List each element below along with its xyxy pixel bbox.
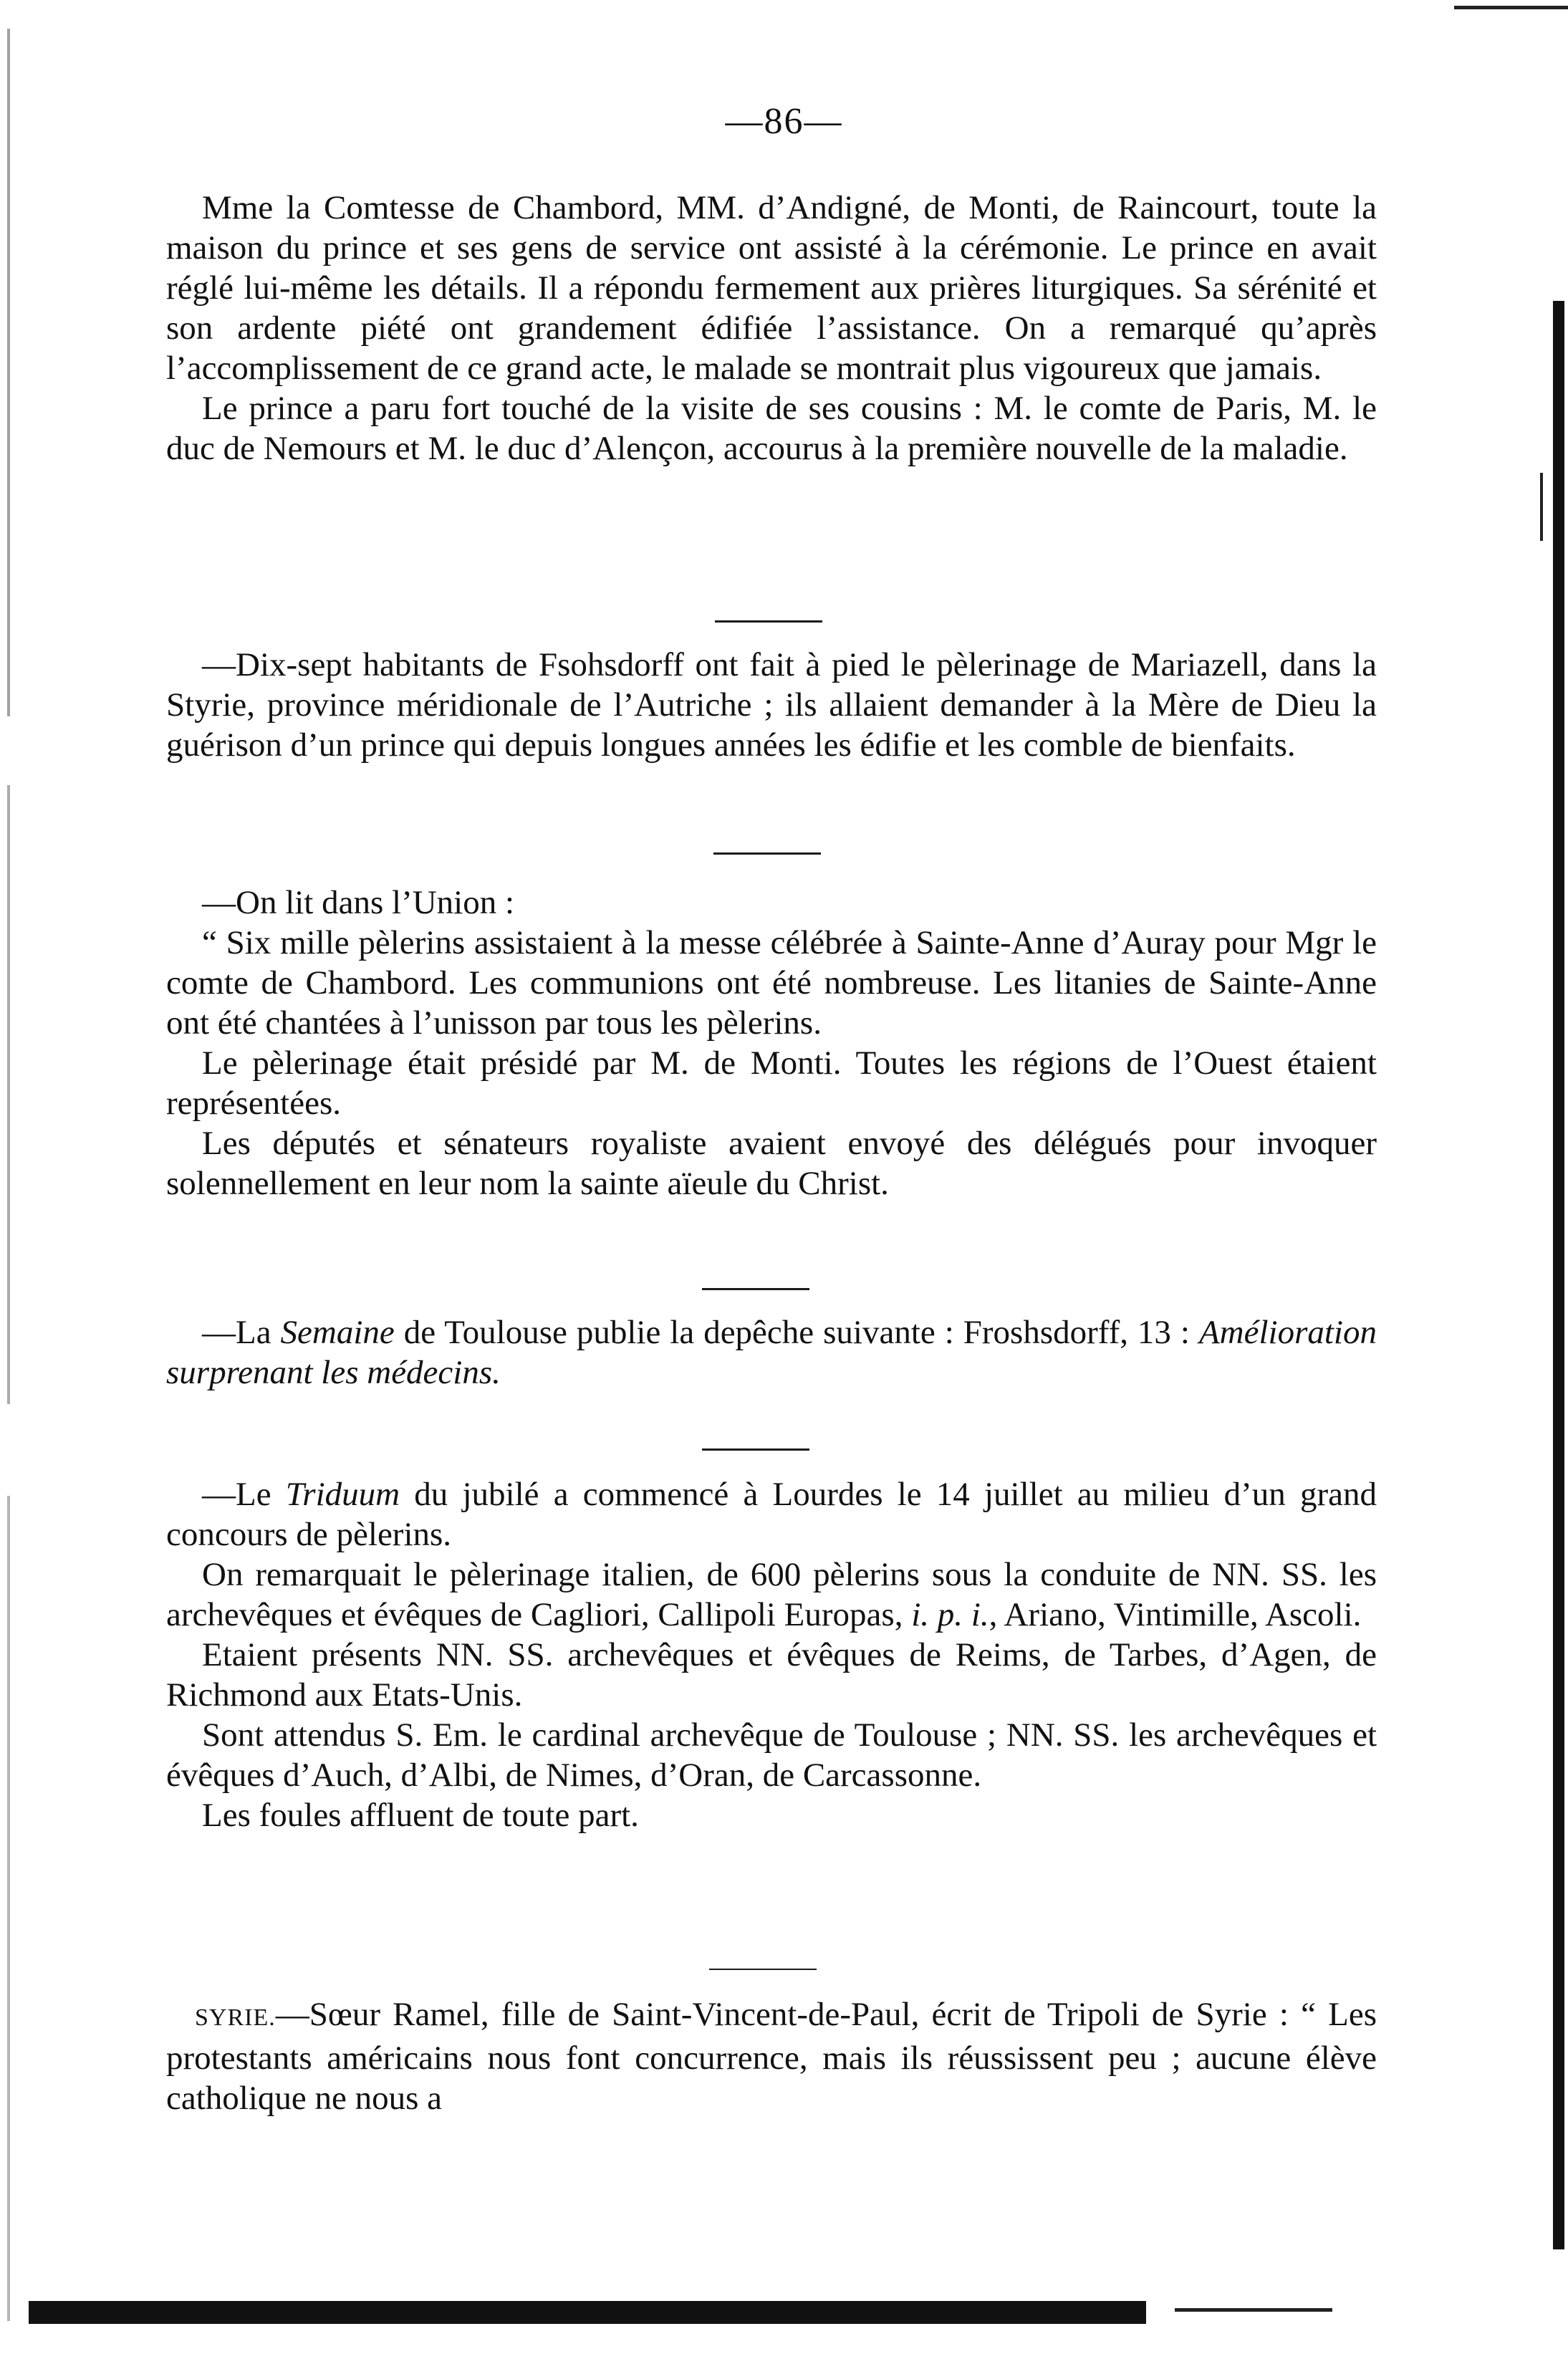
separator-4	[702, 1448, 809, 1451]
paragraph: Sont attendus S. Em. le cardinal archevêque de Toulouse ; NN. SS. les archevêques et évêques d’Auch, d’Albi, de Nimes, d’Oran, de Carcassonne.	[166, 1716, 1377, 1794]
section-syrie	[166, 1994, 1377, 2118]
separator-3	[702, 1288, 809, 1290]
paragraph	[166, 1474, 1377, 1555]
separator-2	[713, 852, 821, 855]
syrie-label: SYRIE.	[195, 2004, 276, 2031]
paragraph	[166, 1994, 1377, 2118]
separator-5	[709, 1969, 817, 1970]
section-union	[166, 883, 1377, 1203]
right-scan-edge	[1553, 301, 1564, 2249]
paragraph: —Dix-sept habitants de Fsohsdorff ont fait à pied le pèlerinage de Mariazell, dans la Styrie, province méridionale de l’Autriche ; ils allaient demander à la Mère de Dieu la guérison d’un prince qui depuis longues années les édifie et les comble de bienfaits.	[166, 646, 1377, 764]
triduum-rest: du jubilé a commencé à Lourdes le 14 juillet au milieu d’un grand concours de pèlerins.	[166, 1476, 1377, 1553]
semaine-middle: de Toulouse publie la depêche suivante : Froshsdorff, 13 :	[394, 1314, 1199, 1351]
italian-abbrev: i. p. i.	[911, 1596, 989, 1633]
separator-1	[715, 620, 822, 623]
page-number: —86—	[725, 101, 843, 142]
section-triduum	[166, 1474, 1377, 1835]
triduum-title: Triduum	[285, 1476, 400, 1513]
triduum-lead: —Le	[202, 1476, 286, 1513]
section-chambord	[166, 188, 1377, 469]
section-fsohsdorff	[166, 645, 1377, 765]
italian-rest: , Ariano, Vintimille, Ascoli.	[989, 1596, 1362, 1633]
paragraph: Les députés et sénateurs royaliste avaient envoyé des délégués pour invoquer solennellement en leur nom la sainte aïeule du Christ.	[166, 1125, 1377, 1202]
paragraph: Le prince a paru fort touché de la visite de ses cousins : M. le comte de Paris, M. le duc de Nemours et M. le duc d’Alençon, accourus à la première nouvelle de la maladie.	[166, 390, 1377, 467]
right-margin-mark	[1540, 473, 1543, 541]
italian-pilgrimage: On remarquait le pèlerinage italien, de 600 pèlerins sous la conduite de NN. SS. les archevêques et évêques de Cagliori, Callipoli Europas,	[166, 1556, 1377, 1633]
paragraph: Les foules affluent de toute part.	[202, 1797, 639, 1834]
paragraph	[166, 1312, 1377, 1393]
bottom-scan-stub	[1175, 2308, 1332, 2312]
semaine-dispatch: Amélioration surprenant les médecins.	[166, 1314, 1377, 1391]
left-margin-scan-edge	[7, 29, 10, 2321]
paragraph: —On lit dans l’Union :	[202, 884, 515, 921]
syrie-text: —Sœur Ramel, fille de Saint-Vincent-de-Paul, écrit de Tripoli de Syrie : “ Les protestants américains nous font concurrence, mais ils réussissent peu ; aucune élève catholique ne nous a	[166, 1996, 1377, 2117]
semaine-title: Semaine	[280, 1314, 395, 1351]
paragraph: “ Six mille pèlerins assistaient à la messe célébrée à Sainte-Anne d’Auray pour Mgr le comte de Chambord. Les communions ont été nombreuse. Les litanies de Sainte-Anne ont été chantées à l’unisson par tous les pèlerins.	[166, 924, 1377, 1042]
paragraph: Le pèlerinage était présidé par M. de Monti. Toutes les régions de l’Ouest étaient représentées.	[166, 1044, 1377, 1122]
section-semaine	[166, 1312, 1377, 1393]
paragraph: Mme la Comtesse de Chambord, MM. d’Andigné, de Monti, de Raincourt, toute la maison du prince et ses gens de service ont assisté à la cérémonie. Le prince en avait réglé lui-même les détails. Il a répondu fermement aux prières liturgiques. Sa sérénité et son ardente piété ont grandement édifiée l’assistance. On a remarqué qu’après l’accomplissement de ce grand acte, le malade se montrait plus vigoureux que jamais.	[166, 189, 1377, 387]
paragraph: Etaient présents NN. SS. archevêques et évêques de Reims, de Tarbes, d’Agen, de Richmond aux Etats-Unis.	[166, 1636, 1377, 1714]
paragraph	[166, 1555, 1377, 1635]
top-right-rule	[1454, 6, 1568, 9]
semaine-lead: —La	[202, 1314, 281, 1351]
bottom-scan-bar	[29, 2301, 1146, 2324]
